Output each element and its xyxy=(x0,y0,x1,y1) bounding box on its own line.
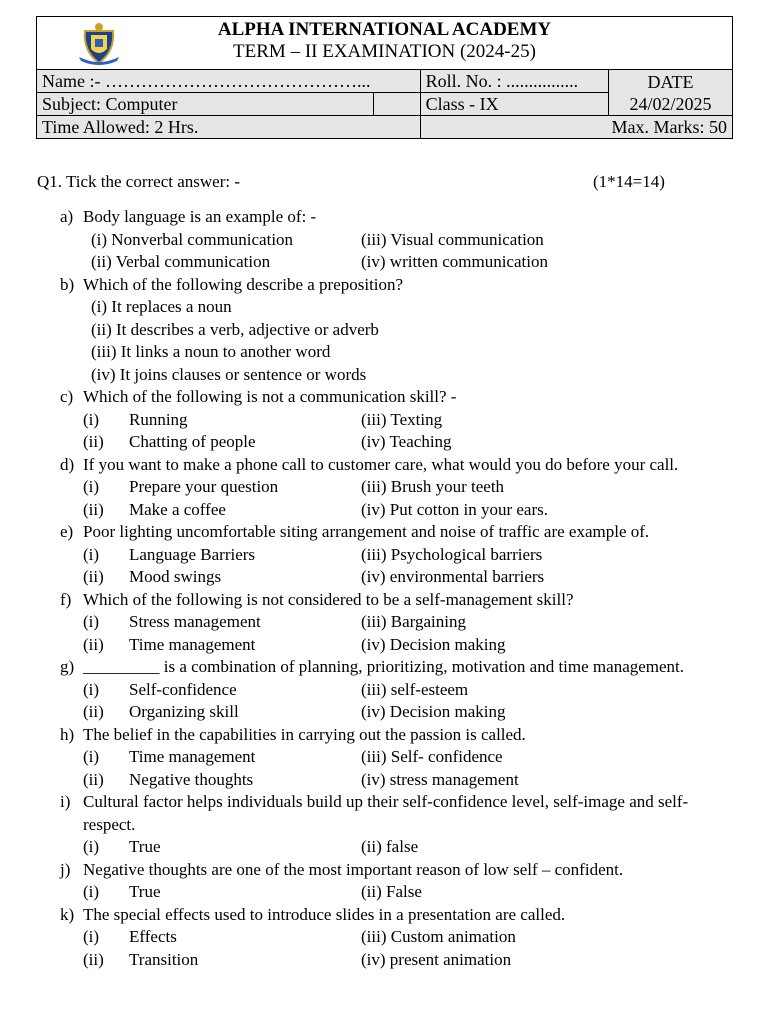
option-number[interactable]: (ii) xyxy=(83,499,104,519)
question-letter: c) xyxy=(60,387,74,406)
option-left[interactable]: Negative thoughts xyxy=(129,769,254,789)
option-right[interactable]: (iii) Texting xyxy=(361,409,443,429)
date-label: DATE xyxy=(647,71,694,92)
question-letter: i) xyxy=(60,792,71,811)
option-number[interactable]: (ii) xyxy=(83,949,104,969)
option-number[interactable]: (i) xyxy=(83,882,100,901)
option-right[interactable]: (ii) False xyxy=(361,882,422,901)
question-letter: a) xyxy=(60,207,74,226)
roll-number-field[interactable]: Roll. No. : ................ xyxy=(420,70,609,93)
question-text: Negative thoughts are one of the most important reason of low self – confident. xyxy=(83,859,624,879)
question-letter: f) xyxy=(60,589,72,609)
option-left[interactable]: Prepare your question xyxy=(129,477,279,496)
section-marks: (1*14=14) xyxy=(593,172,665,191)
question-text: The belief in the capabilities in carrying out the passion is called. xyxy=(83,724,526,744)
exam-header xyxy=(36,16,733,139)
option-right[interactable]: (iv) environmental barriers xyxy=(361,567,545,586)
subject-label: Subject: Computer xyxy=(37,93,373,116)
question-letter: b) xyxy=(60,274,75,294)
option-left[interactable]: (i) Nonverbal communication xyxy=(91,229,294,249)
option-left[interactable]: Effects xyxy=(129,927,177,946)
option-right[interactable]: (iv) Put cotton in your ears. xyxy=(361,499,548,519)
question-text: Which of the following is not a communication skill? - xyxy=(83,387,457,406)
option-right[interactable]: (ii) false xyxy=(361,837,419,856)
option-right[interactable]: (iii) Visual communication xyxy=(361,229,544,249)
time-allowed: Time Allowed: 2 Hrs. xyxy=(37,116,420,139)
question-text: Which of the following is not considered to be a self-management skill? xyxy=(83,589,574,609)
question-letter: h) xyxy=(60,724,75,744)
option-left[interactable]: Time management xyxy=(129,634,256,654)
question-text: The special effects used to introduce slides in a presentation are called. xyxy=(83,904,566,924)
question-text: _________ is a combination of planning, prioritizing, motivation and time management. xyxy=(83,657,685,676)
question-letter: j) xyxy=(60,859,71,879)
option-number[interactable]: (ii) xyxy=(83,432,104,451)
max-marks: Max. Marks: 50 xyxy=(420,116,732,139)
school-name: ALPHA INTERNATIONAL ACADEMY xyxy=(217,19,552,40)
option-left[interactable]: Mood swings xyxy=(129,567,222,586)
option-right[interactable]: (iii) self-esteem xyxy=(361,679,469,699)
option-number[interactable]: (i) xyxy=(83,679,100,699)
option-right[interactable]: (iv) present animation xyxy=(361,949,512,969)
question-text: Body language is an example of: - xyxy=(83,207,317,226)
option-left[interactable]: Make a coffee xyxy=(129,499,226,519)
option-number[interactable]: (i) xyxy=(83,544,100,564)
question-text: Cultural factor helps individuals build up their self-confidence level, self-image and self- xyxy=(83,792,689,811)
section-title: Q1. Tick the correct answer: - xyxy=(37,172,241,191)
option-number[interactable]: (i) xyxy=(83,927,100,946)
option-number[interactable]: (i) xyxy=(83,837,100,856)
option-left[interactable]: Time management xyxy=(129,747,256,766)
option-right[interactable]: (iv) Decision making xyxy=(361,634,506,654)
option-item[interactable]: (iii) It links a noun to another word xyxy=(91,342,331,361)
option-right[interactable]: (iv) Teaching xyxy=(361,432,452,451)
option-right[interactable]: (iv) stress management xyxy=(361,769,519,789)
title-row xyxy=(37,17,732,69)
option-right[interactable]: (iii) Bargaining xyxy=(361,612,466,631)
date-cell xyxy=(609,70,732,116)
info-table xyxy=(37,69,732,138)
option-number[interactable]: (i) xyxy=(83,409,100,429)
option-number[interactable]: (ii) xyxy=(83,769,104,789)
class-label: Class - IX xyxy=(420,93,609,116)
option-left[interactable]: Self-confidence xyxy=(129,679,237,699)
option-left[interactable]: Stress management xyxy=(129,612,261,631)
option-left[interactable]: Running xyxy=(129,409,188,429)
question-letter: g) xyxy=(60,657,75,676)
option-number[interactable]: (i) xyxy=(83,477,100,496)
option-right[interactable]: (iii) Custom animation xyxy=(361,927,516,946)
option-item[interactable]: (i) It replaces a noun xyxy=(91,297,232,316)
option-left[interactable]: True xyxy=(129,882,161,901)
question-text: Poor lighting uncomfortable siting arrangement and noise of traffic are example of. xyxy=(83,522,650,541)
question-letter: k) xyxy=(60,904,75,924)
option-left[interactable]: Chatting of people xyxy=(129,432,256,451)
option-number[interactable]: (ii) xyxy=(83,567,104,586)
date-value: 24/02/2025 xyxy=(629,93,712,114)
option-number[interactable]: (i) xyxy=(83,612,100,631)
option-left[interactable]: Language Barriers xyxy=(129,544,256,564)
option-number[interactable]: (ii) xyxy=(83,634,104,654)
question-letter: e) xyxy=(60,522,74,541)
question-text: Which of the following describe a preposition? xyxy=(83,274,404,294)
option-item[interactable]: (ii) It describes a verb, adjective or adverb xyxy=(91,319,379,339)
option-left[interactable]: Transition xyxy=(129,949,199,969)
option-left[interactable]: (ii) Verbal communication xyxy=(91,252,271,271)
exam-name: TERM – II EXAMINATION (2024-25) xyxy=(233,41,536,62)
option-right[interactable]: (iii) Psychological barriers xyxy=(361,544,543,564)
option-right[interactable]: (iv) written communication xyxy=(361,252,548,271)
option-left[interactable]: True xyxy=(129,837,161,856)
option-left[interactable]: Organizing skill xyxy=(129,702,239,721)
option-item[interactable]: (iv) It joins clauses or sentence or words xyxy=(91,364,367,384)
option-number[interactable]: (i) xyxy=(83,747,100,766)
question-letter: d) xyxy=(60,454,75,474)
option-right[interactable]: (iv) Decision making xyxy=(361,702,506,721)
question-text-continued: respect. xyxy=(83,814,136,834)
option-right[interactable]: (iii) Self- confidence xyxy=(361,747,503,766)
option-number[interactable]: (ii) xyxy=(83,702,104,721)
option-right[interactable]: (iii) Brush your teeth xyxy=(361,477,505,496)
blank-cell xyxy=(373,93,420,116)
name-field[interactable]: Name :- ……………………………………... xyxy=(37,70,420,93)
question-text: If you want to make a phone call to customer care, what would you do before your call. xyxy=(83,454,679,474)
